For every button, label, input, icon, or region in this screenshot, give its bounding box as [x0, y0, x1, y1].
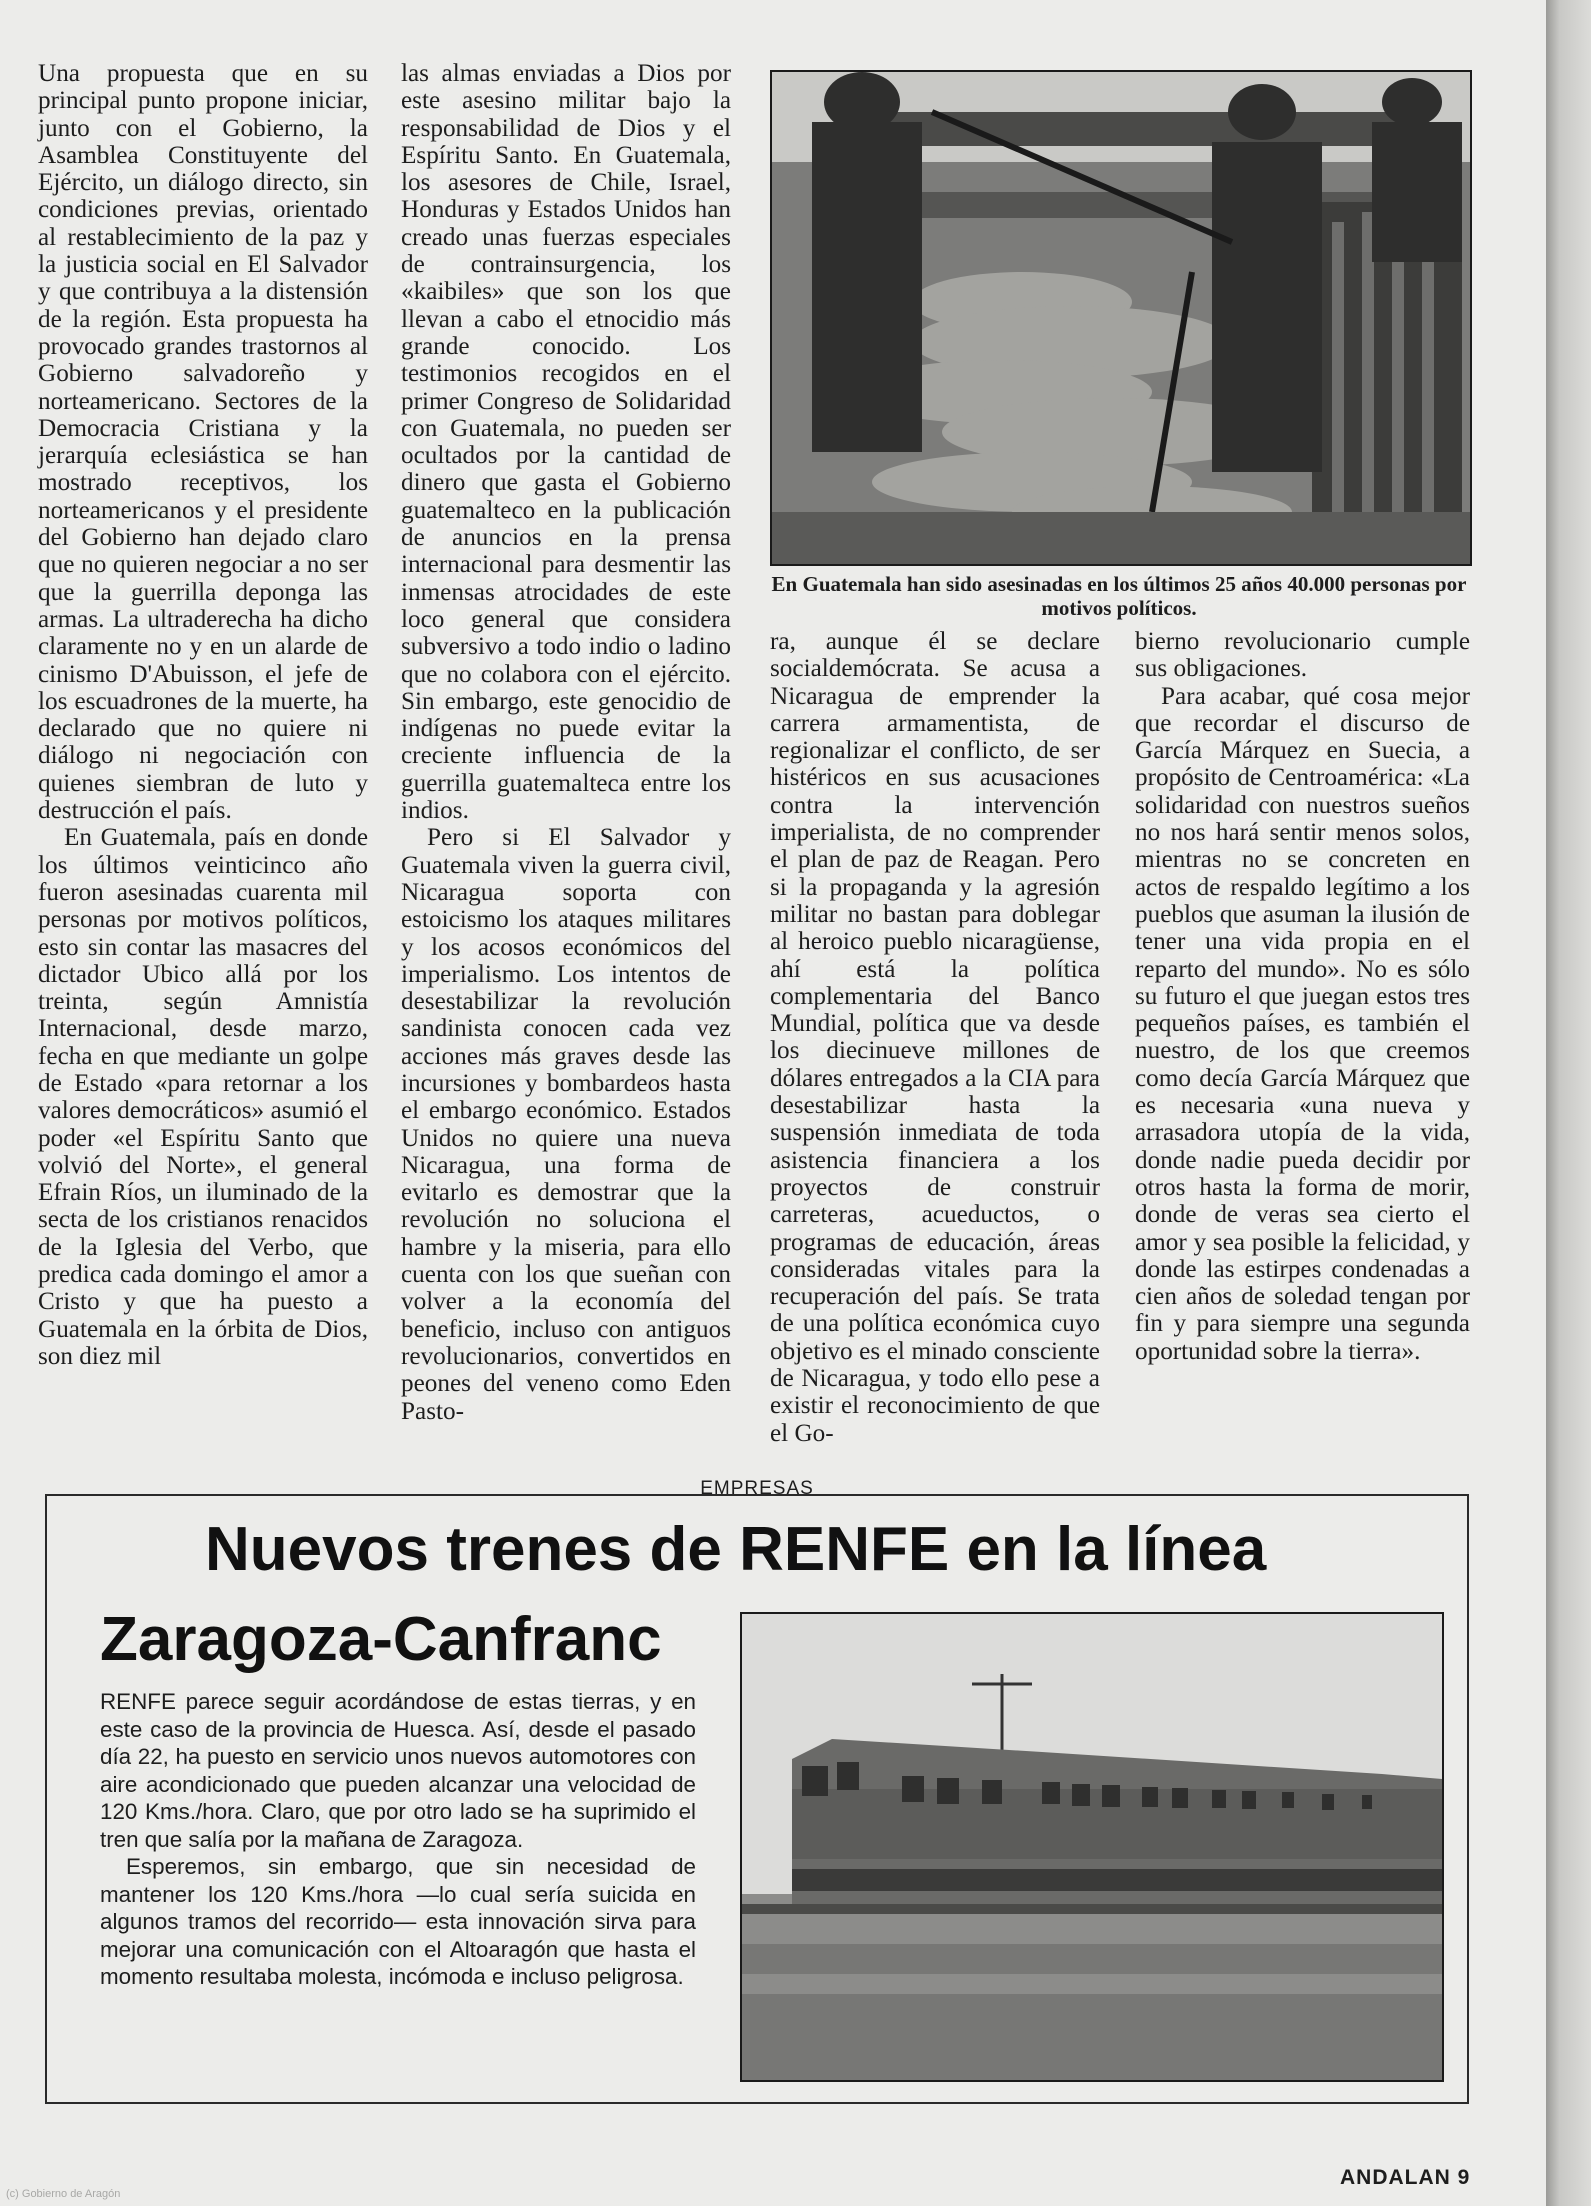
article-column-3	[770, 628, 1100, 1447]
headline-line-2: Zaragoza-Canfranc	[100, 1605, 662, 1674]
page-footer	[1340, 2166, 1470, 2190]
page-edge	[1546, 0, 1591, 2206]
paragraph: En Guatemala, país en donde los últimos veinticinco año fueron asesinadas cuarenta mil personas por motivos políticos, esto sin contar las masacres del dictador Ubico allá por los treinta, según Amnistía Internacional, desde marzo, fecha en que mediante un golpe de Estado «para retornar a los valores democráticos» asumió el poder «el Espíritu Santo que volvió del Norte», el general Efrain Ríos, un iluminado de la secta de los cristianos renacidos de la Iglesia del Verbo, que predica cada domingo el amor a Cristo y que ha puesto a Guatemala en la órbita de Dios, son diez mil	[38, 824, 368, 1370]
paragraph: Esperemos, sin embargo, que sin necesidad de mantener los 120 Kms./hora —lo cual sería suicida en algunos tramos del recorrido— esta innovación sirva para mejorar una comunicación con el Altoaragón que hasta el momento resultaba molesta, incómoda e incluso peligrosa.	[100, 1854, 696, 1989]
page-number: 9	[1457, 2166, 1471, 2189]
paragraph: las almas enviadas a Dios por este asesino militar bajo la responsabilidad de Dios y el Espíritu Santo. En Guatemala, los asesores de Chile, Israel, Honduras y Estados Unidos han creado unas fuerzas especiales de contrainsurgencia, los «kaibiles» que son los que llevan a cabo el etnocidio más grande conocido. Los testimonios recogidos en el primer Congreso de Solidaridad con Guatemala, no pueden ser ocultados por la cantidad de dinero que gasta el Gobierno guatemalteco en la publicación de anuncios en la prensa internacional para desmentir las inmensas atrocidades de este loco general que considera subversivo a todo indio o ladino que no colabora con el ejército. Sin embargo, este genocidio de indígenas no puede evitar la creciente influencia de la guerrilla guatemalteca entre los indios.	[401, 60, 731, 825]
paragraph: bierno revolucionario cumple sus obligaciones.	[1135, 628, 1470, 683]
guatemala-photo	[770, 70, 1472, 566]
article-column-4	[1135, 628, 1470, 1365]
paragraph: ra, aunque él se declare socialdemócrata. Se acusa a Nicaragua de emprender la carrera armamentista, de regionalizar el conflicto, de ser histéricos en sus acusaciones contra la intervención imperialista, de no comprender el plan de paz de Reagan. Pero si la propaganda y la agresión militar no bastan para doblegar al heroico pueblo nicaragüense, ahí está la política complementaria del Banco Mundial, política que va desde los diecinueve millones de dólares entregados a la CIA para desestabilizar hasta la suspensión inmediata de toda asistencia financiera a los proyectos de construir carreteras, acueductos, o programas de educación, áreas consideradas vitales para la recuperación del país. Se trata de una política económica cuyo objetivo es el minado consciente de Nicaragua, y todo ello pese a existir el reconocimiento de que el Go-	[770, 628, 1100, 1447]
article-column-1	[38, 60, 368, 1370]
empresas-article	[100, 1688, 696, 1991]
train-photo	[740, 1612, 1444, 2082]
train-image	[742, 1614, 1442, 2080]
section-label-text: EMPRESAS	[690, 1478, 824, 1499]
paragraph: Pero si El Salvador y Guatemala viven la guerra civil, Nicaragua soporta con estoicismo los ataques militares y los acosos económicos del imperialismo. Los intentos de desestabilizar la revolución sandinista conocen cada vez acciones más graves desde las incursiones y bombardeos hasta el embargo económico. Estados Unidos no quiere una nueva Nicaragua, una forma de evitarlo es demostrar que la revolución no soluciona el hambre y la miseria, para ello cuenta con los que sueñan con volver a la economía del beneficio, incluso con antiguos revolucionarios, convertidos en peones del veneno como Eden Pasto-	[401, 824, 731, 1425]
paragraph: Para acabar, qué cosa mejor que recordar el discurso de García Márquez en Suecia, a propósito de Centroamérica: «La solidaridad con nuestros sueños no nos hará sentir menos solos, mientras no se concreten en actos de respaldo legítimo a los pueblos que asuman la ilusión de tener una vida propia en el reparto del mundo». No es sólo su futuro el que juegan estos tres pequeños países, es también el nuestro, de los que creemos como decía García Márquez que es necesaria «una nueva y arrasadora utopía de la vida, donde nadie pueda decidir por otros hasta la forma de morir, donde de veras sea cierto el amor y sea posible la felicidad, y donde las estirpes condenadas a cien años de soledad tengan por fin y para siempre una segunda oportunidad sobre la tierra».	[1135, 682, 1470, 1365]
paragraph: Una propuesta que en su principal punto propone iniciar, junto con el Gobierno, la Asamblea Constituyente del Ejército, un diálogo directo, sin condiciones previas, orientado al restablecimiento de la paz y la justicia social en El Salvador y que contribuya a la distensión de la región. Esta propuesta ha provocado grandes trastornos al Gobierno salvadoreño y norteamericano. Sectores de la Democracia Cristiana y la jerarquía eclesiástica se han mostrado receptivos, los norteamericanos y el presidente del Gobierno han dejado claro que no quieren negociar a no ser que la guerrilla deponga las armas. La ultraderecha ha dicho claramente no y en un alarde de cinismo D'Abuisson, el jefe de los escuadrones de la muerte, ha declarado que no quiere ni diálogo ni negociación con quienes siembran de luto y destrucción el país.	[38, 60, 368, 825]
paragraph: RENFE parece seguir acordándose de estas tierras, y en este caso de la provincia de Huesca. Así, desde el pasado día 22, ha puesto en servicio unos nuevos automotores con aire acondicionado que pueden alcanzar una velocidad de 120 Kms./hora. Claro, que por otro lado se ha suprimido el tren que salía por la mañana de Zaragoza.	[100, 1689, 696, 1852]
photo-caption: En Guatemala han sido asesinadas en los últimos 25 años 40.000 personas por motivos políticos.	[771, 572, 1467, 620]
article-column-2	[401, 60, 731, 1425]
soldiers-truck-image	[772, 72, 1470, 564]
copyright-watermark: (c) Gobierno de Aragón	[6, 2188, 121, 2200]
headline-line-1: Nuevos trenes de RENFE en la línea	[205, 1515, 1267, 1584]
publication-name: ANDALAN	[1340, 2166, 1451, 2189]
